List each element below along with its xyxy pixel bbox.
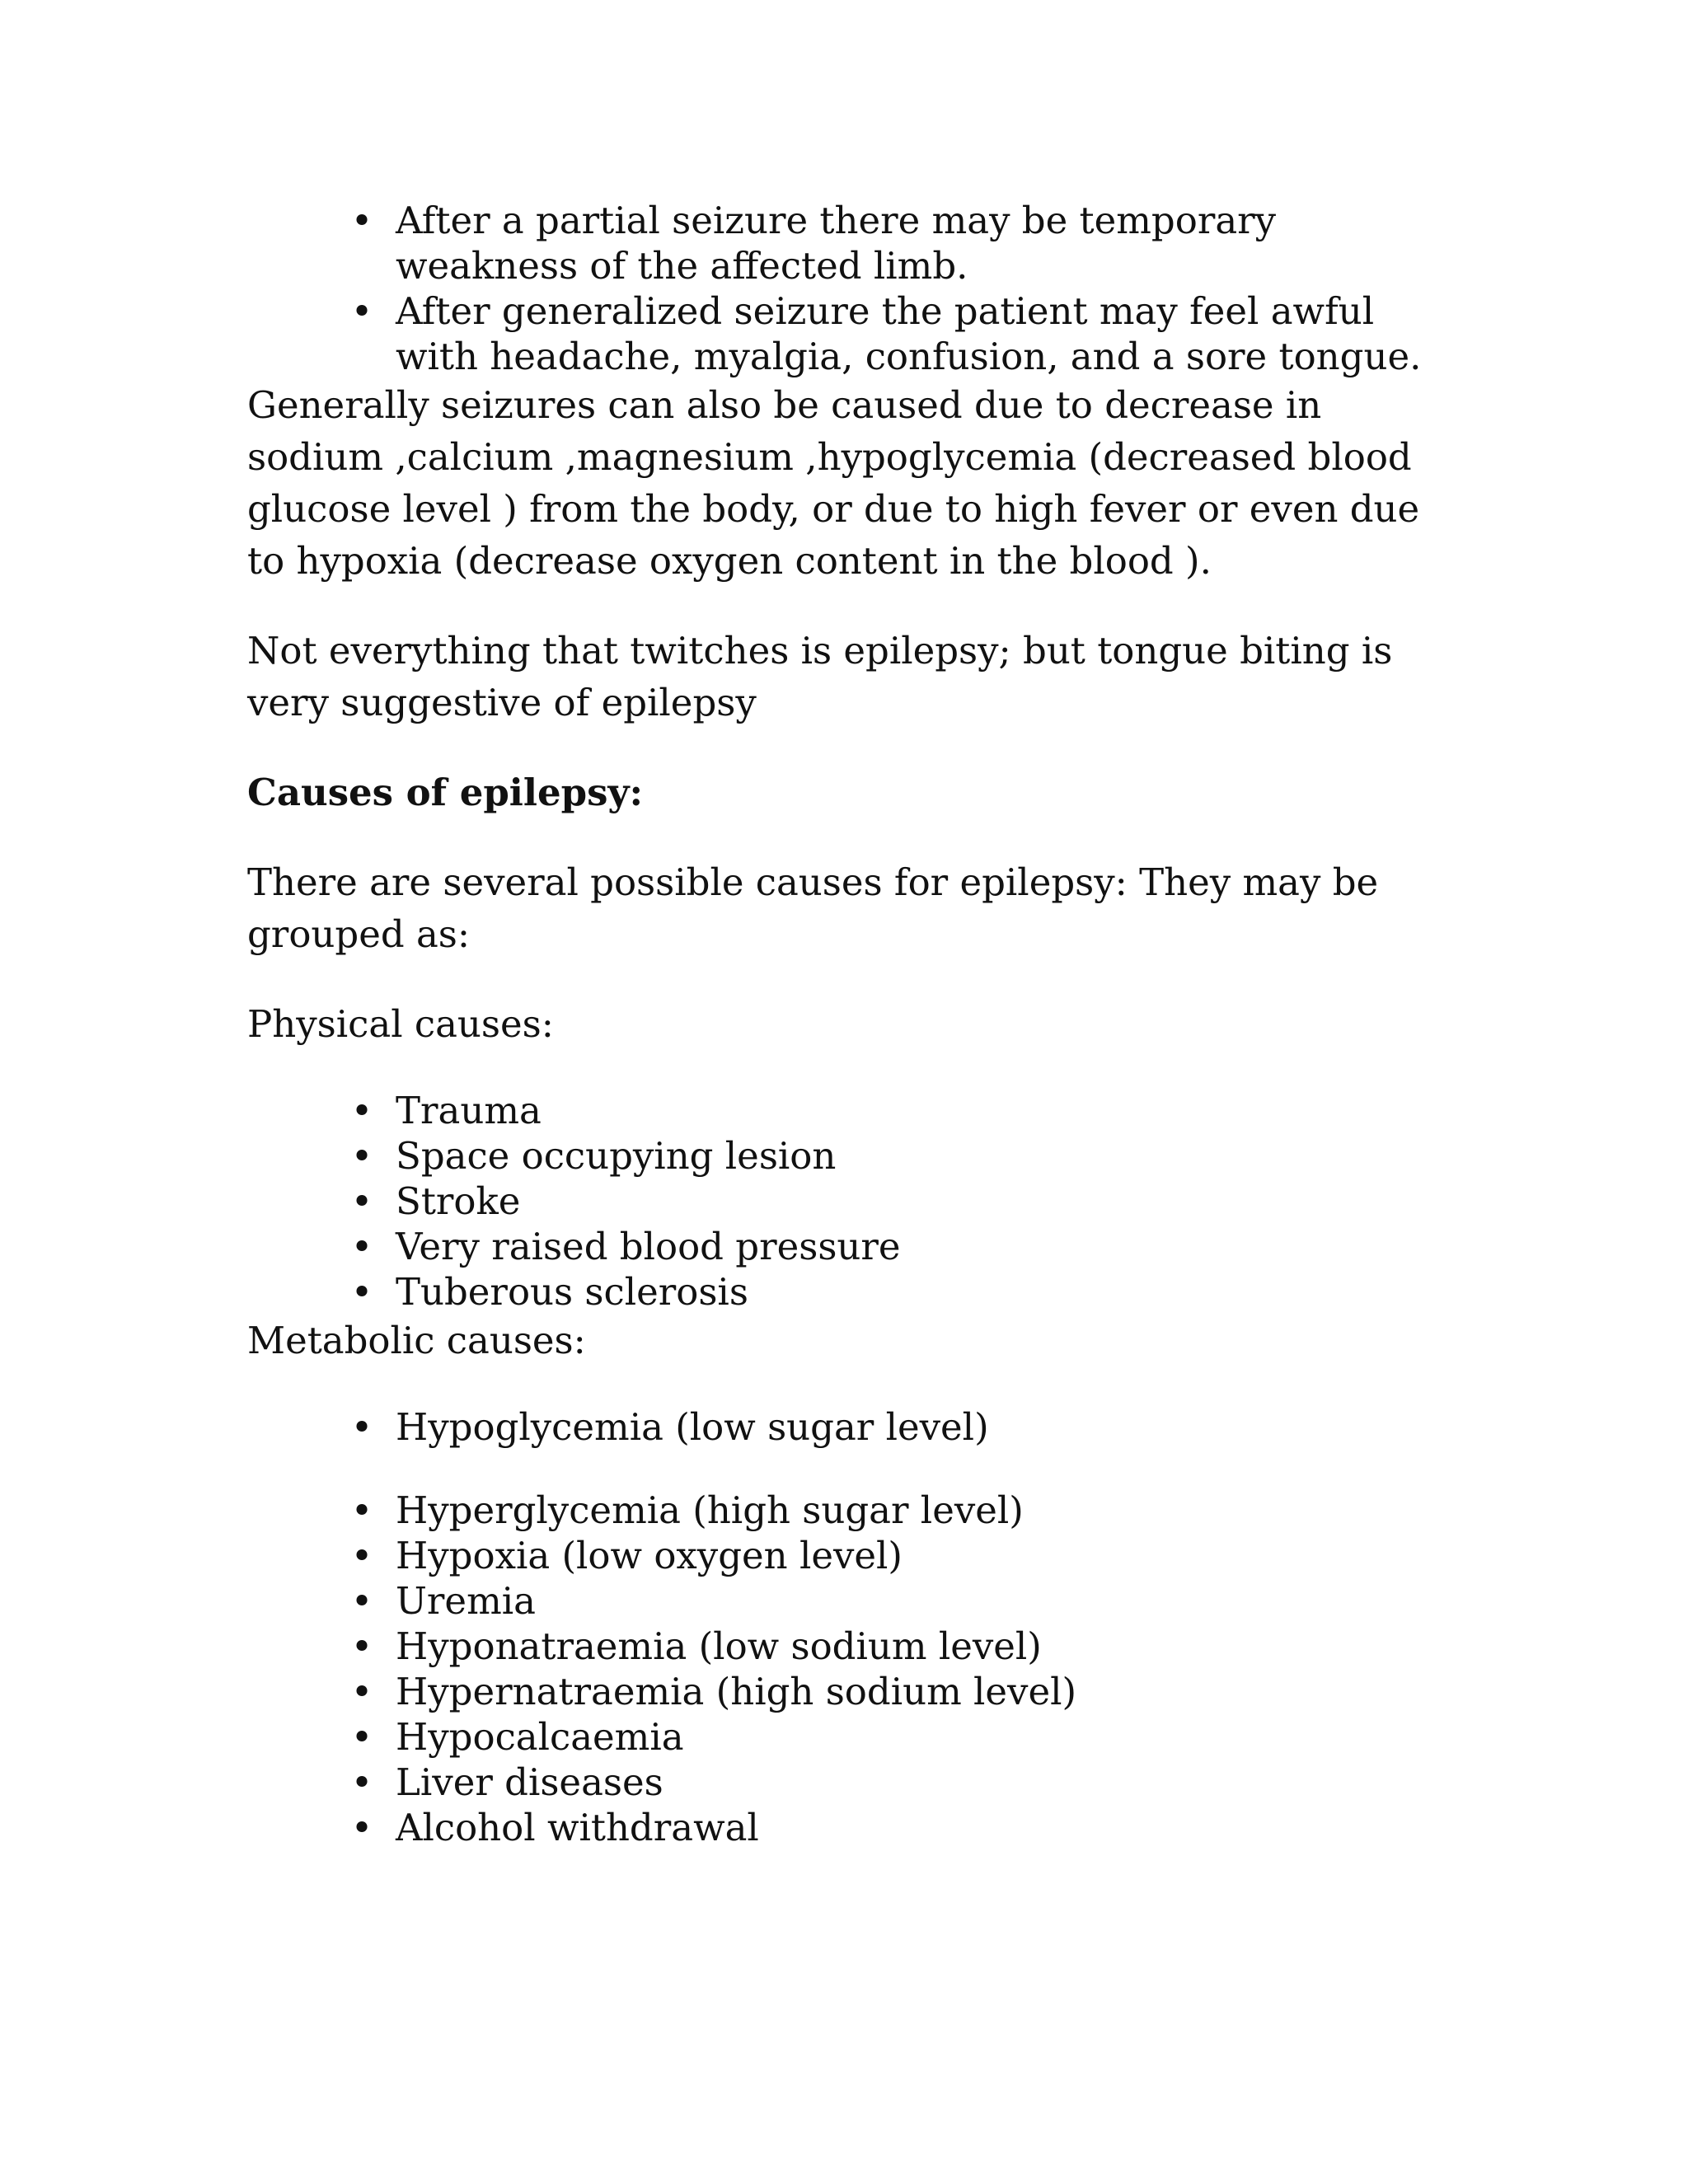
list-item-text: Hypoglycemia (low sugar level) bbox=[396, 1405, 989, 1449]
list-item bbox=[346, 1133, 1451, 1179]
bullet-icon: • bbox=[350, 1405, 373, 1449]
list-item bbox=[346, 1404, 1451, 1450]
list-item bbox=[346, 1088, 1451, 1133]
list-item bbox=[346, 1224, 1451, 1269]
list-item bbox=[346, 1488, 1451, 1533]
intro-bullet-list bbox=[247, 198, 1451, 379]
list-item bbox=[346, 1269, 1451, 1315]
list-item-text: Stroke bbox=[396, 1179, 521, 1223]
list-item bbox=[346, 1179, 1451, 1224]
list-item-text: After generalized seizure the patient may feel awful with headache, myalgia, confusion, and a sore tongue. bbox=[396, 289, 1422, 378]
bullet-icon: • bbox=[350, 1534, 373, 1577]
bullet-icon: • bbox=[350, 1134, 373, 1178]
list-item-text: Very raised blood pressure bbox=[396, 1225, 901, 1268]
list-item bbox=[346, 1714, 1451, 1760]
bullet-icon: • bbox=[350, 1270, 373, 1314]
list-item-text: Liver diseases bbox=[396, 1760, 663, 1804]
physical-causes-label: Physical causes: bbox=[247, 1002, 554, 1046]
paragraph-tongue-biting: Not everything that twitches is epilepsy; but tongue biting is very suggestive of epilepsy bbox=[247, 629, 1393, 724]
list-item bbox=[346, 1805, 1451, 1850]
list-item bbox=[346, 1760, 1451, 1805]
list-item bbox=[346, 288, 1451, 379]
bullet-icon: • bbox=[350, 289, 373, 333]
paragraph-cause-groups: There are several possible causes for epilepsy: They may be grouped as: bbox=[247, 860, 1379, 956]
bullet-icon: • bbox=[350, 1225, 373, 1268]
bullet-icon: • bbox=[350, 1579, 373, 1623]
list-item-text: After a partial seizure there may be temporary weakness of the affected limb. bbox=[396, 199, 1277, 288]
page-content bbox=[247, 198, 1451, 1850]
list-item bbox=[346, 1624, 1451, 1669]
list-item-text: Hypernatraemia (high sodium level) bbox=[396, 1670, 1077, 1713]
physical-causes-list bbox=[247, 1088, 1451, 1315]
bullet-icon: • bbox=[350, 199, 373, 242]
list-item bbox=[346, 1578, 1451, 1624]
list-item-text: Uremia bbox=[396, 1579, 536, 1623]
bullet-icon: • bbox=[350, 1715, 373, 1759]
bullet-icon: • bbox=[350, 1760, 373, 1804]
bullet-icon: • bbox=[350, 1624, 373, 1668]
list-item-text: Hyponatraemia (low sodium level) bbox=[396, 1624, 1042, 1668]
list-item-text: Hypocalcaemia bbox=[396, 1715, 684, 1759]
bullet-icon: • bbox=[350, 1179, 373, 1223]
list-item bbox=[346, 1669, 1451, 1714]
list-item-text: Hyperglycemia (high sugar level) bbox=[396, 1488, 1024, 1532]
list-item bbox=[346, 1533, 1451, 1578]
bullet-icon: • bbox=[350, 1670, 373, 1713]
metabolic-causes-list bbox=[247, 1404, 1451, 1850]
list-item-text: Alcohol withdrawal bbox=[396, 1806, 759, 1849]
metabolic-causes-label: Metabolic causes: bbox=[247, 1319, 586, 1362]
paragraph-seizure-causes: Generally seizures can also be caused due to decrease in sodium ,calcium ,magnesium ,hypoglycemia (decreased blood glucose level ) from the body, or due to high fever or even due to hypoxia (decrease oxygen content in the blood ). bbox=[247, 383, 1420, 583]
list-item-text: Space occupying lesion bbox=[396, 1134, 837, 1178]
list-item bbox=[346, 198, 1451, 288]
bullet-icon: • bbox=[350, 1089, 373, 1132]
list-item-text: Tuberous sclerosis bbox=[396, 1270, 748, 1314]
list-item-text: Trauma bbox=[396, 1089, 542, 1132]
bullet-icon: • bbox=[350, 1488, 373, 1532]
bullet-icon: • bbox=[350, 1806, 373, 1849]
list-item-text: Hypoxia (low oxygen level) bbox=[396, 1534, 903, 1577]
section-heading: Causes of epilepsy: bbox=[247, 771, 644, 814]
